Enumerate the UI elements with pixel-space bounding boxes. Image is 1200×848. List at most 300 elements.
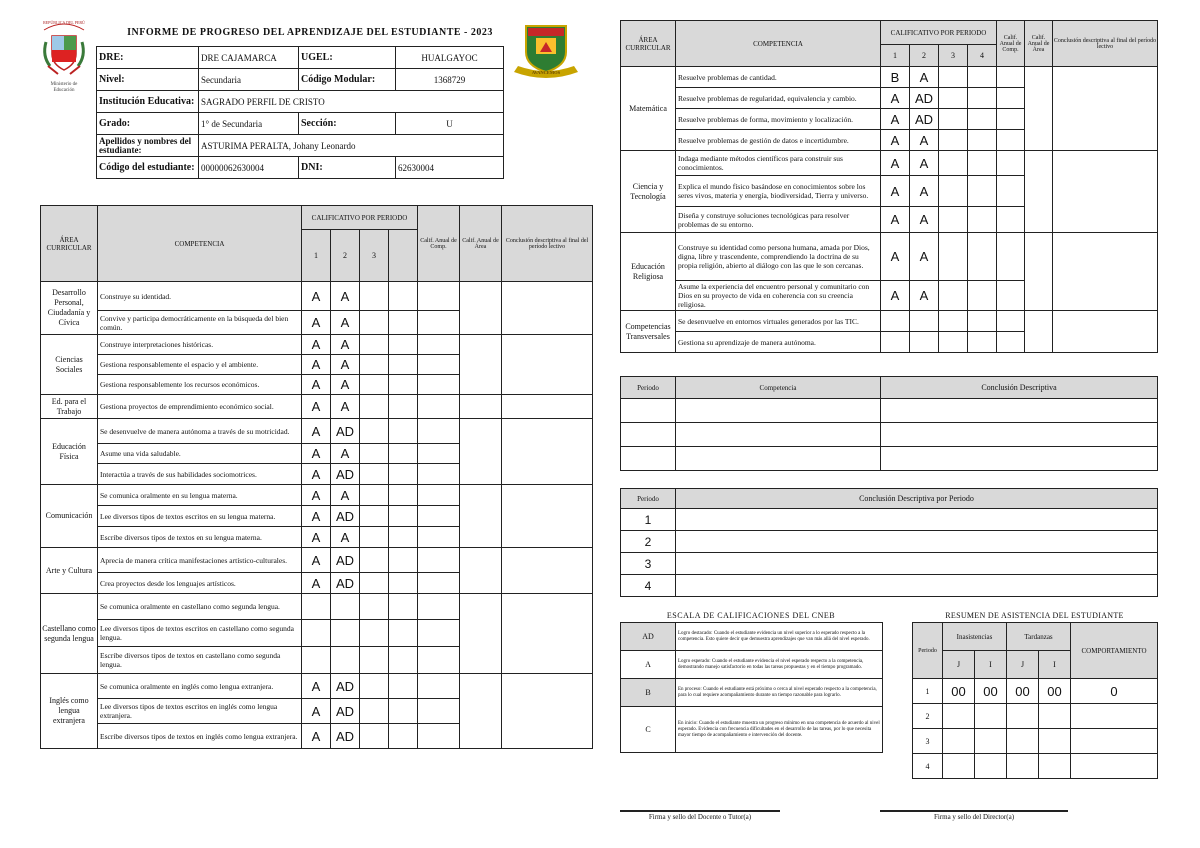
grade-period-1: A xyxy=(302,311,331,335)
table-row xyxy=(621,423,1158,447)
level-label: Nivel: xyxy=(97,69,199,91)
grade-period-3 xyxy=(939,151,968,176)
grade-period-2: A xyxy=(331,375,360,395)
absences-justified: 00 xyxy=(943,679,975,704)
attendance-period: 1 xyxy=(913,679,943,704)
area-name: Castellano como segunda lengua xyxy=(41,594,98,674)
grade-period-2: AD xyxy=(331,674,360,699)
scale-description: Logro esperado: Cuando el estudiante evidencia el nivel esperado respecto a la competencia, demostrando manejo satisfactorio en todas las tareas propuestas y en el tiempo programado. xyxy=(676,651,883,679)
grade-period-3 xyxy=(360,335,389,355)
grade-period-1: A xyxy=(302,699,331,724)
director-signature-line xyxy=(880,810,1068,812)
table-row xyxy=(621,531,1158,553)
grade-period-4 xyxy=(968,88,997,109)
area-conclusion xyxy=(1053,311,1158,353)
grade-period-2: A xyxy=(331,444,360,464)
attendance-period: 2 xyxy=(913,704,943,729)
section-value: U xyxy=(396,113,504,135)
grade-period-1: A xyxy=(302,548,331,573)
absences-justified xyxy=(943,754,975,779)
grade-period-4 xyxy=(389,395,418,419)
table-row xyxy=(41,282,593,311)
grade-period-1: A xyxy=(302,573,331,594)
table-row xyxy=(41,335,593,355)
annual-area-grade xyxy=(460,674,502,749)
area-name: Ciencias Sociales xyxy=(41,335,98,395)
competency-name: Gestiona su aprendizaje de manera autónoma. xyxy=(676,332,881,353)
period-conclusion-header-descriptive: Conclusión Descriptiva por Periodo xyxy=(676,489,1158,509)
grade-period-1 xyxy=(881,311,910,332)
section-label: Sección: xyxy=(299,113,396,135)
grade-period-4 xyxy=(968,176,997,207)
grade-period-4 xyxy=(389,506,418,527)
scale-code: B xyxy=(621,679,676,707)
table-row xyxy=(621,575,1158,597)
grade-period-1: A xyxy=(302,419,331,444)
tardies-unjustified: 00 xyxy=(1039,679,1071,704)
competency-name: Se comunica oralmente en inglés como lengua extranjera. xyxy=(98,674,302,699)
conclusion-header-period: Periodo xyxy=(621,377,676,399)
table-row xyxy=(41,674,593,699)
grade-period-3 xyxy=(360,419,389,444)
period-number: 3 xyxy=(621,553,676,575)
competency-name: Aprecia de manera crítica manifestaciones artístico-culturales. xyxy=(98,548,302,573)
behavior-grade: 0 xyxy=(1071,679,1158,704)
annual-comp-grade xyxy=(418,527,460,548)
ugel-label: UGEL: xyxy=(299,47,396,69)
grade-period-3 xyxy=(939,207,968,233)
competency-name: Gestiona responsablemente el espacio y el ambiente. xyxy=(98,355,302,375)
grade-period-4 xyxy=(968,311,997,332)
header-period-2: 2 xyxy=(331,230,360,282)
grade-period-1: A xyxy=(302,375,331,395)
annual-comp-grade xyxy=(418,395,460,419)
student-info-table xyxy=(96,46,504,179)
annual-area-grade xyxy=(460,594,502,674)
area-conclusion xyxy=(502,335,593,395)
grade-period-1 xyxy=(302,647,331,674)
annual-area-grade xyxy=(1025,67,1053,151)
school-motto: AVANCEMOS xyxy=(531,70,561,75)
grade-period-2: AD xyxy=(910,109,939,130)
grade-period-4 xyxy=(968,207,997,233)
dre-label: DRE: xyxy=(97,47,199,69)
tardies-justified xyxy=(1007,754,1039,779)
student-code-value: 00000062630004 xyxy=(199,157,299,179)
grade-period-3 xyxy=(939,88,968,109)
annual-comp-grade xyxy=(418,485,460,506)
grade-period-4 xyxy=(389,282,418,311)
annual-comp-grade xyxy=(418,620,460,647)
area-conclusion xyxy=(1053,151,1158,233)
area-name: Matemática xyxy=(621,67,676,151)
grade-period-3 xyxy=(939,332,968,353)
area-name: Ciencia y Tecnología xyxy=(621,151,676,233)
annual-comp-grade xyxy=(997,207,1025,233)
tardies-unjustified xyxy=(1039,754,1071,779)
annual-comp-grade xyxy=(418,594,460,620)
grade-period-3 xyxy=(360,573,389,594)
absences-justified xyxy=(943,704,975,729)
period-conclusion-header-period: Periodo xyxy=(621,489,676,509)
grade-period-2: A xyxy=(910,130,939,151)
grade-period-1: A xyxy=(302,506,331,527)
grade-period-4 xyxy=(389,464,418,485)
grade-period-3 xyxy=(360,724,389,749)
competency-name: Lee diversos tipos de textos escritos en castellano como segunda lengua. xyxy=(98,620,302,647)
right-header-competencia: COMPETENCIA xyxy=(676,21,881,67)
grade-period-4 xyxy=(968,151,997,176)
grade-period-3 xyxy=(360,282,389,311)
competency-name: Asume una vida saludable. xyxy=(98,444,302,464)
competency-name: Indaga mediante métodos científicos para construir sus conocimientos. xyxy=(676,151,881,176)
director-signature-label: Firma y sello del Director(a) xyxy=(933,813,1015,821)
dni-value: 62630004 xyxy=(396,157,504,179)
tardies-justified xyxy=(1007,704,1039,729)
area-conclusion xyxy=(502,419,593,485)
right-header-calificativo-periodo: CALIFICATIVO POR PERIODO xyxy=(881,21,997,45)
table-row xyxy=(621,509,1158,531)
grade-period-3 xyxy=(360,395,389,419)
grade-period-3 xyxy=(939,311,968,332)
scale-code: A xyxy=(621,651,676,679)
scale-description: Logro destacado: Cuando el estudiante evidencia un nivel superior a lo esperado respecto a la competencia. Esto quiere decir que demuestra aprendizajes que van más allá del nivel esperado. xyxy=(676,623,883,651)
grade-period-2: A xyxy=(331,485,360,506)
grade-period-4 xyxy=(389,674,418,699)
grade-period-3 xyxy=(360,506,389,527)
competency-name: Resuelve problemas de cantidad. xyxy=(676,67,881,88)
attendance-title: RESUMEN DE ASISTENCIA DEL ESTUDIANTE xyxy=(945,611,1124,620)
table-row xyxy=(41,485,593,506)
attendance-header-tardies: Tardanzas xyxy=(1007,623,1071,651)
grade-period-2: A xyxy=(910,207,939,233)
period-number: 4 xyxy=(621,575,676,597)
grade-period-2: A xyxy=(331,335,360,355)
conclusion-header-competency: Competencia xyxy=(676,377,881,399)
scale-description: En proceso: Cuando el estudiante está próximo o cerca al nivel esperado respecto a la competencia, para lo cual requiere acompañamiento durante un tiempo razonable para lograrlo. xyxy=(676,679,883,707)
annual-comp-grade xyxy=(997,109,1025,130)
school-crest-logo xyxy=(510,22,582,84)
conclusion-header-descriptive: Conclusión Descriptiva xyxy=(881,377,1158,399)
grade-period-2: A xyxy=(331,311,360,335)
area-conclusion xyxy=(502,548,593,594)
grade-period-4 xyxy=(389,699,418,724)
grade-period-4 xyxy=(389,573,418,594)
right-header-period-2: 2 xyxy=(910,45,939,67)
area-name: Educación Religiosa xyxy=(621,233,676,311)
grade-period-2: A xyxy=(331,355,360,375)
grade-period-4 xyxy=(389,594,418,620)
tardies-unjustified-header: I xyxy=(1039,651,1071,679)
grade-period-4 xyxy=(389,375,418,395)
ugel-value: HUALGAYOC xyxy=(396,47,504,69)
grade-period-3 xyxy=(360,375,389,395)
absences-justified xyxy=(943,729,975,754)
grade-period-4 xyxy=(389,548,418,573)
grade-period-1: A xyxy=(302,674,331,699)
grade-period-3 xyxy=(360,527,389,548)
attendance-header-period: Periodo xyxy=(913,623,943,679)
grade-period-2 xyxy=(910,332,939,353)
grade-period-2: AD xyxy=(910,88,939,109)
competency-name: Lee diversos tipos de textos escritos en inglés como lengua extranjera. xyxy=(98,699,302,724)
header-conclusion: Conclusión descriptiva al final del período lectivo xyxy=(502,206,593,282)
right-header-annual-comp: Calif. Anual de Comp. xyxy=(997,21,1025,67)
absences-unjustified xyxy=(975,704,1007,729)
annual-area-grade xyxy=(460,395,502,419)
scale-code: AD xyxy=(621,623,676,651)
annual-comp-grade xyxy=(418,444,460,464)
area-conclusion xyxy=(502,395,593,419)
grade-period-2: AD xyxy=(331,419,360,444)
area-conclusion xyxy=(502,485,593,548)
annual-comp-grade xyxy=(997,332,1025,353)
table-row xyxy=(621,553,1158,575)
table-row xyxy=(41,419,593,444)
ministry-text: Ministerio de Educación xyxy=(50,82,78,93)
table-row xyxy=(621,233,1158,281)
grade-period-4 xyxy=(389,620,418,647)
grade-period-1 xyxy=(302,620,331,647)
tardies-justified-header: J xyxy=(1007,651,1039,679)
grade-period-1: A xyxy=(881,207,910,233)
modular-code-value: 1368729 xyxy=(396,69,504,91)
grade-period-1: A xyxy=(881,281,910,311)
grade-value: 1° de Secundaria xyxy=(199,113,299,135)
peru-logo-top-text: REPÚBLICA DEL PERÚ xyxy=(43,20,85,25)
grade-period-2: A xyxy=(910,281,939,311)
competency-name: Interactúa a través de sus habilidades sociomotrices. xyxy=(98,464,302,485)
annual-area-grade xyxy=(460,485,502,548)
annual-comp-grade xyxy=(418,335,460,355)
annual-comp-grade xyxy=(418,548,460,573)
grade-period-3 xyxy=(360,311,389,335)
annual-area-grade xyxy=(460,548,502,594)
tardies-justified xyxy=(1007,729,1039,754)
grade-period-3 xyxy=(360,548,389,573)
annual-comp-grade xyxy=(418,282,460,311)
grade-period-3 xyxy=(939,109,968,130)
grade-period-1: A xyxy=(302,335,331,355)
grade-period-2: A xyxy=(910,176,939,207)
header-area-curricular: ÁREA CURRICULAR xyxy=(41,206,98,282)
grade-label: Grado: xyxy=(97,113,199,135)
grade-period-2: AD xyxy=(331,699,360,724)
grade-period-3 xyxy=(939,176,968,207)
grade-period-2: AD xyxy=(331,548,360,573)
scale-row xyxy=(621,623,883,651)
header-period-1: 1 xyxy=(302,230,331,282)
grade-period-1: A xyxy=(881,176,910,207)
annual-area-grade xyxy=(460,282,502,335)
area-conclusion xyxy=(1053,233,1158,311)
competency-name: Diseña y construye soluciones tecnológicas para resolver problemas de su entorno. xyxy=(676,207,881,233)
grade-period-2: AD xyxy=(331,464,360,485)
annual-comp-grade xyxy=(997,281,1025,311)
grade-period-1 xyxy=(302,594,331,620)
period-number: 1 xyxy=(621,509,676,531)
grade-period-1: A xyxy=(302,355,331,375)
area-conclusion xyxy=(502,282,593,335)
right-header-conclusion: Conclusión descriptiva al final del período lectivo xyxy=(1053,21,1158,67)
grade-period-1: A xyxy=(881,233,910,281)
competency-name: Construye su identidad como persona humana, amada por Dios, digna, libre y trascendente, comprendiendo la doctrina de su propia religión, abierto al diálogo con las que le son cercanas. xyxy=(676,233,881,281)
right-header-annual-area: Calif. Anual de Área xyxy=(1025,21,1053,67)
student-name-value: ASTURIMA PERALTA, Johany Leonardo xyxy=(199,135,504,157)
table-row xyxy=(621,399,1158,423)
grade-period-1: A xyxy=(302,282,331,311)
grade-period-1: A xyxy=(302,395,331,419)
header-annual-comp: Calif. Anual de Comp. xyxy=(418,206,460,282)
level-value: Secundaria xyxy=(199,69,299,91)
right-header-period-4: 4 xyxy=(968,45,997,67)
grade-period-1: A xyxy=(302,724,331,749)
grade-period-3 xyxy=(360,674,389,699)
grade-period-1 xyxy=(881,332,910,353)
competency-name: Escribe diversos tipos de textos en inglés como lengua extranjera. xyxy=(98,724,302,749)
annual-area-grade xyxy=(460,419,502,485)
annual-comp-grade xyxy=(997,311,1025,332)
competency-name: Explica el mundo físico basándose en conocimientos sobre los seres vivos, materia y energía, biodiversidad, Tierra y universo. xyxy=(676,176,881,207)
teacher-signature-label: Firma y sello del Docente o Tutor(a) xyxy=(648,813,752,821)
table-row xyxy=(41,594,593,620)
grade-period-2 xyxy=(331,647,360,674)
grade-period-1: B xyxy=(881,67,910,88)
annual-comp-grade xyxy=(418,647,460,674)
grade-period-2: A xyxy=(910,151,939,176)
annual-comp-grade xyxy=(418,355,460,375)
grade-period-1: A xyxy=(881,88,910,109)
annual-comp-grade xyxy=(418,375,460,395)
grade-period-2: A xyxy=(910,233,939,281)
competency-name: Escribe diversos tipos de textos en castellano como segunda lengua. xyxy=(98,647,302,674)
competency-name: Se comunica oralmente en castellano como segunda lengua. xyxy=(98,594,302,620)
grade-period-1: A xyxy=(881,109,910,130)
attendance-table xyxy=(912,622,1158,779)
period-conclusion-table xyxy=(620,488,1158,597)
grade-period-1: A xyxy=(302,444,331,464)
competency-name: Convive y participa democráticamente en la búsqueda del bien común. xyxy=(98,311,302,335)
area-name: Desarrollo Personal, Ciudadanía y Cívica xyxy=(41,282,98,335)
institution-label: Institución Educativa: xyxy=(97,91,199,113)
right-header-period-3: 3 xyxy=(939,45,968,67)
grade-period-2: AD xyxy=(331,506,360,527)
grade-period-4 xyxy=(389,355,418,375)
competency-name: Se desenvuelve en entornos virtuales generados por las TIC. xyxy=(676,311,881,332)
annual-comp-grade xyxy=(997,88,1025,109)
grade-period-3 xyxy=(939,67,968,88)
grade-period-3 xyxy=(939,233,968,281)
grading-scale-table xyxy=(620,622,883,753)
header-period-3: 3 xyxy=(360,230,389,282)
grade-period-4 xyxy=(389,335,418,355)
attendance-header-behavior: COMPORTAMIENTO xyxy=(1071,623,1158,679)
annual-comp-grade xyxy=(418,674,460,699)
annual-comp-grade xyxy=(997,151,1025,176)
competency-name: Lee diversos tipos de textos escritos en su lengua materna. xyxy=(98,506,302,527)
annual-comp-grade xyxy=(418,573,460,594)
grade-period-3 xyxy=(360,355,389,375)
absences-justified-header: J xyxy=(943,651,975,679)
right-grades-table xyxy=(620,20,1158,353)
area-conclusion xyxy=(502,594,593,674)
scale-code: C xyxy=(621,707,676,753)
grade-period-4 xyxy=(389,311,418,335)
grade-period-3 xyxy=(360,485,389,506)
grade-period-2 xyxy=(331,594,360,620)
grade-period-3 xyxy=(360,444,389,464)
table-row xyxy=(41,548,593,573)
annual-comp-grade xyxy=(418,311,460,335)
table-row xyxy=(621,447,1158,471)
student-code-label: Código del estudiante: xyxy=(97,157,199,179)
grade-period-3 xyxy=(360,647,389,674)
institution-value: SAGRADO PERFIL DE CRISTO xyxy=(199,91,504,113)
attendance-row xyxy=(913,754,1158,779)
scale-row xyxy=(621,707,883,753)
scale-description: En inicio: Cuando el estudiante muestra un progreso mínimo en una competencia de acuerdo al nivel esperado. Evidencia con frecuencia dificultades en el desarrollo de las tareas, por lo que necesita mayor tiempo de acompañamiento e intervención del docente. xyxy=(676,707,883,753)
grade-period-1: A xyxy=(302,527,331,548)
annual-comp-grade xyxy=(418,724,460,749)
competency-conclusion-table xyxy=(620,376,1158,471)
grade-period-2: A xyxy=(331,395,360,419)
grade-period-4 xyxy=(968,233,997,281)
attendance-period: 3 xyxy=(913,729,943,754)
header-period-4 xyxy=(389,230,418,282)
annual-area-grade xyxy=(1025,151,1053,233)
grade-period-1: A xyxy=(881,151,910,176)
grade-period-4 xyxy=(389,527,418,548)
competency-name: Construye su identidad. xyxy=(98,282,302,311)
grade-period-1: A xyxy=(302,485,331,506)
grade-period-3 xyxy=(360,699,389,724)
annual-area-grade xyxy=(1025,311,1053,353)
area-name: Competencias Transversales xyxy=(621,311,676,353)
annual-comp-grade xyxy=(997,130,1025,151)
grade-period-4 xyxy=(389,724,418,749)
grade-period-4 xyxy=(389,444,418,464)
table-row xyxy=(41,395,593,419)
competency-name: Se comunica oralmente en su lengua materna. xyxy=(98,485,302,506)
absences-unjustified-header: I xyxy=(975,651,1007,679)
competency-name: Resuelve problemas de gestión de datos e incertidumbre. xyxy=(676,130,881,151)
competency-name: Asume la experiencia del encuentro personal y comunitario con Dios en su proyecto de vida en coherencia con su creencia religiosa. xyxy=(676,281,881,311)
header-calificativo-periodo: CALIFICATIVO POR PERIODO xyxy=(302,206,418,230)
absences-unjustified xyxy=(975,754,1007,779)
competency-name: Gestiona proyectos de emprendimiento económico social. xyxy=(98,395,302,419)
annual-comp-grade xyxy=(418,699,460,724)
grade-period-3 xyxy=(360,594,389,620)
attendance-row xyxy=(913,729,1158,754)
competency-name: Construye interpretaciones históricas. xyxy=(98,335,302,355)
grade-period-4 xyxy=(968,109,997,130)
table-row xyxy=(621,151,1158,176)
absences-unjustified: 00 xyxy=(975,679,1007,704)
grade-period-2 xyxy=(331,620,360,647)
right-header-area-curricular: ÁREA CURRICULAR xyxy=(621,21,676,67)
grade-period-2: AD xyxy=(331,573,360,594)
attendance-header-absences: Inasistencias xyxy=(943,623,1007,651)
annual-comp-grade xyxy=(418,464,460,485)
header-annual-area: Calif. Anual de Área xyxy=(460,206,502,282)
area-name: Comunicación xyxy=(41,485,98,548)
annual-area-grade xyxy=(460,335,502,395)
grade-period-2: A xyxy=(331,282,360,311)
annual-area-grade xyxy=(1025,233,1053,311)
period-number: 2 xyxy=(621,531,676,553)
scale-row xyxy=(621,651,883,679)
student-name-label: Apellidos y nombres del estudiante: xyxy=(97,135,199,157)
